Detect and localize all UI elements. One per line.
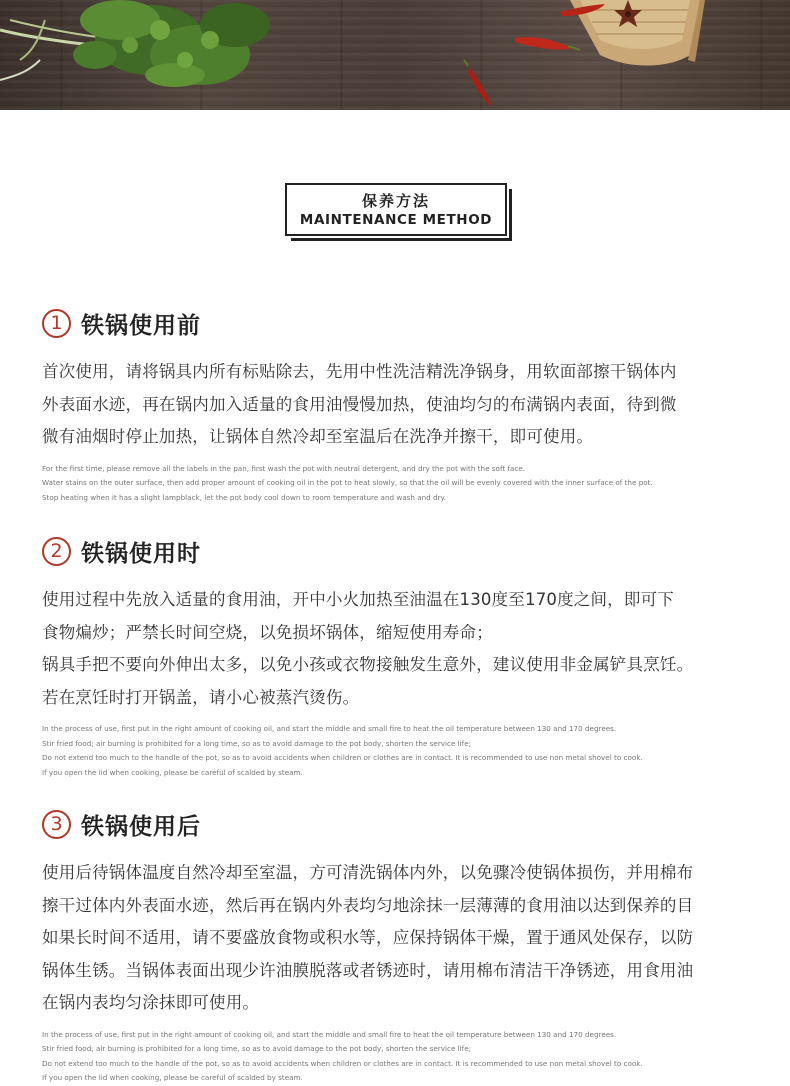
circled-number-badge: 2	[42, 537, 71, 566]
circled-number-badge: 3	[42, 810, 71, 839]
text-line: 使用过程中先放入适量的食用油，开中小火加热至油温在130度至170度之间，即可下	[42, 590, 674, 609]
text-line: 使用后待锅体温度自然冷却至室温，方可清洗锅体内外，以免骤冷使锅体损伤，并用棉布	[42, 863, 694, 882]
coriander-herb-icon	[0, 0, 270, 87]
section-heading	[42, 533, 772, 569]
text-line: 锅体生锈。当锅体表面出现少许油膜脱落或者锈迹时，请用棉布清洁干净锈迹，用食用油	[42, 960, 694, 980]
text-line: Do not extend too much to the handle of the pot, so as to avoid accidents when children or clothes are in contact. It is recommended to use non metal shovel to cook.	[42, 1058, 643, 1068]
page-title-cn: 保养方法	[361, 191, 430, 210]
chinese-paragraph	[42, 857, 772, 1020]
text-line: 外表面水迹，再在锅内加入适量的食用油慢慢加热，使油均匀的布满锅内表面，待到微	[42, 394, 677, 414]
text-line: If you open the lid when cooking, please be careful of scalded by steam.	[42, 767, 303, 777]
section-title: 铁锅使用前	[81, 312, 201, 339]
english-paragraph	[42, 462, 772, 506]
chinese-paragraph	[42, 356, 772, 454]
text-line: 锅具手把不要向外伸出太多，以免小孩或衣物接触发生意外，建议使用非金属铲具烹饪。	[42, 655, 694, 674]
text-line: If you open the lid when cooking, please be careful of scalded by steam.	[42, 1073, 303, 1082]
text-line: Stop heating when it has a slight lampblack, let the pot body cool down to room temperature and wash and dry.	[42, 492, 447, 502]
text-line: 擦干过体内外表面水迹，然后再在锅内外表均匀地涂抹一层薄薄的食用油以达到保养的目	[42, 895, 694, 915]
section-heading	[42, 806, 772, 842]
text-line: In the process of use, first put in the right amount of cooking oil, and start the middle and small fire to heat the oil temperature between 130 and 170 degrees.	[42, 724, 617, 733]
english-paragraph	[42, 1028, 772, 1086]
section-during-use	[42, 533, 772, 780]
page-title-en: MAINTENANCE METHOD	[299, 211, 493, 228]
section-before-use	[42, 305, 772, 505]
text-line: 食物煸炒；严禁长时间空烧，以免损坏锅体，缩短使用寿命；	[42, 622, 493, 642]
section-title-box	[285, 183, 507, 236]
text-line: 在锅内表均匀涂抹即可使用。	[42, 993, 260, 1012]
text-line: 如果长时间不适用，请不要盛放食物或积水等，应保持锅体干燥，置于通风处保存，以防	[42, 928, 694, 947]
text-line: 首次使用，请将锅具内所有标贴除去，先用中性洗洁精洗净锅身，用软面部擦干锅体内	[42, 362, 677, 381]
text-line: In the process of use, first put in the right amount of cooking oil, and start the middle and small fire to heat the oil temperature between 130 and 170 degrees.	[42, 1029, 617, 1039]
banner-illustration	[0, 0, 790, 110]
top-banner-wood-photo	[0, 0, 790, 110]
section-title: 铁锅使用后	[81, 813, 201, 840]
english-paragraph	[42, 722, 772, 780]
text-line: For the first time, please remove all the labels in the pan, first wash the pot with neutral detergent, and dry the pot with the soft face.	[42, 463, 526, 473]
section-heading	[42, 305, 772, 341]
text-line: 若在烹饪时打开锅盖，请小心被蒸汽烫伤。	[42, 687, 360, 707]
chinese-paragraph	[42, 584, 772, 714]
text-line: 微有油烟时停止加热，让锅体自然冷却至室温后在洗净并擦干，即可使用。	[42, 427, 594, 446]
text-line: Do not extend too much to the handle of the pot, so as to avoid accidents when children or clothes are in contact. It is recommended to use non metal shovel to cook.	[42, 753, 643, 762]
circled-number-badge: 1	[42, 309, 71, 338]
text-line: Stir fried food; air burning is prohibited for a long time, so as to avoid damage to the pot body, shorten the service life;	[42, 1044, 472, 1053]
section-after-use	[42, 806, 772, 1086]
text-line: Stir fried food; air burning is prohibited for a long time, so as to avoid damage to the pot body, shorten the service life;	[42, 738, 472, 748]
text-line: Water stains on the outer surface, then add proper amount of cooking oil in the pot to heat slowly, so that the oil will be evenly covered with the inner surface of the pot.	[42, 478, 653, 487]
section-title: 铁锅使用时	[81, 540, 201, 567]
